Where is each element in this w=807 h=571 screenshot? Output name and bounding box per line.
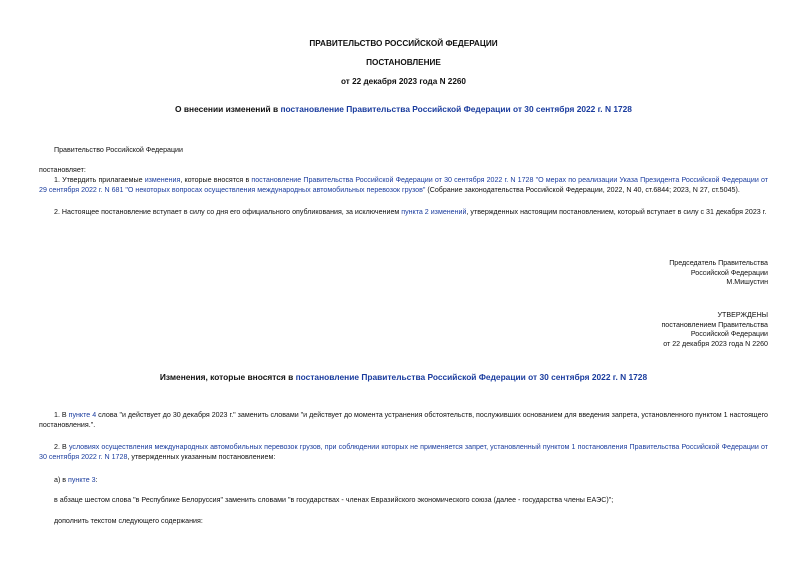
- issuer-text: Правительство Российской Федерации: [54, 146, 183, 154]
- decree-1728-full-link[interactable]: постановление Правительства Российской Федерации от 30 сентября 2022 г. N 1728 "О мерах по реализации Указа Президента Российской Федерации от 29 сентября 2022 г. N 681 "О некоторых вопросах осуществления международных автомобильных перевозок грузов": [39, 176, 768, 194]
- decrees-text: постановляет:: [39, 166, 86, 174]
- point-4-link[interactable]: пункте 4: [68, 411, 97, 419]
- document-type: ПОСТАНОВЛЕНИЕ: [366, 58, 441, 67]
- sub-a-text: а) в: [54, 476, 69, 484]
- change-1-text: 1. В: [54, 411, 69, 419]
- document-date: от 22 декабря 2023 года N 2260: [341, 77, 466, 86]
- signature-country: Российской Федерации: [690, 268, 768, 277]
- change-1-text-2: слова "и действует до 30 декабря 2023 г." заменить словами "и действует до момента устранения обстоятельств, послуживших основанием для введения запрета, установленного пунктом 1 настоящего постановления.".: [39, 411, 768, 429]
- change-2-paragraph: [39, 443, 768, 462]
- sub-a-item-1: в абзаце шестом слова "в Республике Белоруссия" заменить словами "в государствах - членах Евразийского экономического союза (далее - государства члены ЕАЭС)";: [54, 496, 614, 504]
- changes-decree-link[interactable]: постановление Правительства Российской Федерации от 30 сентября 2022 г. N 1728: [295, 372, 648, 382]
- government-name: ПРАВИТЕЛЬСТВО РОССИЙСКОЙ ФЕДЕРАЦИИ: [309, 39, 498, 48]
- approved-by: постановлением Правительства: [661, 320, 768, 329]
- sub-a-item-2: дополнить текстом следующего содержания:: [54, 517, 203, 525]
- signature-position: Председатель Правительства: [669, 259, 768, 267]
- conditions-link[interactable]: условиях осуществления международных автомобильных перевозок грузов, при соблюдении которых не применяется запрет, установленный пунктом 1 постановления Правительства Российской Федерации от 30 сентября 2022 г. N 1728: [39, 443, 768, 461]
- signature-name: М.Мишустин: [726, 278, 768, 287]
- signature-block: [669, 259, 768, 288]
- approved-country: Российской Федерации: [690, 330, 768, 339]
- item-2-changes-link[interactable]: пункта 2 изменений: [401, 208, 467, 216]
- point-3-link[interactable]: пункте 3: [68, 476, 96, 484]
- item-1-text-3: (Собрание законодательства Российской Федерации, 2022, N 40, ст.6844; 2023, N 27, ст.5045).: [425, 185, 740, 194]
- changes-link[interactable]: изменения: [144, 176, 181, 184]
- item-1-text: 1. Утвердить прилагаемые: [54, 176, 145, 184]
- item-2-paragraph: [39, 208, 768, 218]
- decree-1728-link[interactable]: постановление Правительства Российской Федерации от 30 сентября 2022 г. N 1728: [280, 104, 632, 114]
- item-1-text-2: , которые вносятся в: [180, 176, 252, 184]
- changes-title: [0, 372, 807, 383]
- changes-title-prefix: Изменения, которые вносятся в: [159, 372, 296, 382]
- item-2-text-2: , утвержденных настоящим постановлением, который вступает в силу с 31 декабря 2023 г.: [466, 208, 767, 216]
- approved-label: УТВЕРЖДЕНЫ: [717, 311, 768, 319]
- approved-date: от 22 декабря 2023 года N 2260: [663, 339, 768, 348]
- item-1-paragraph: [39, 176, 768, 195]
- approved-block: [661, 311, 768, 349]
- change-2-text-2: , утвержденных указанным постановлением:: [127, 452, 276, 461]
- document-title: [0, 104, 807, 115]
- document-title-prefix: О внесении изменений в: [175, 104, 281, 114]
- change-1-paragraph: [39, 411, 768, 430]
- change-2-text: 2. В: [54, 443, 69, 451]
- item-2-text: 2. Настоящее постановление вступает в силу со дня его официального опубликования, за исключением: [54, 208, 402, 216]
- sub-a-text-2: :: [95, 476, 98, 484]
- sub-a-paragraph: [54, 476, 98, 486]
